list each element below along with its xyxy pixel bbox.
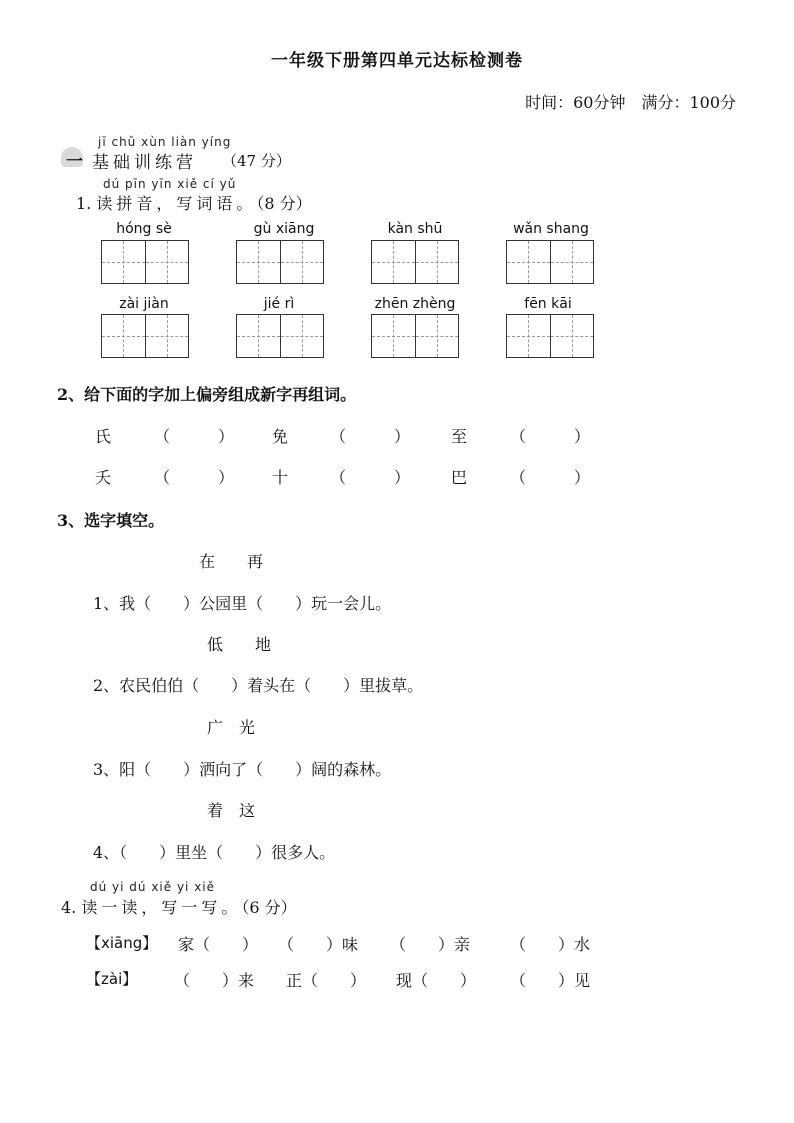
writing-grid[interactable]	[236, 314, 324, 358]
exam-time-score: 时间：60分钟 满分：100分	[525, 93, 736, 112]
q2-answer-blank[interactable]: （ ）	[510, 427, 591, 446]
q2-char: 至	[451, 427, 468, 446]
q4-blank[interactable]: （ ）味	[278, 935, 359, 954]
page-title: 一年级下册第四单元达标检测卷	[271, 51, 523, 71]
writing-grid[interactable]	[371, 240, 459, 284]
q1-item-pinyin: fēn kāi	[524, 296, 572, 312]
q3-options: 广 光	[207, 718, 256, 737]
q4-number: 4.	[61, 898, 77, 917]
q4-score: （6 分）	[241, 898, 297, 917]
section-pinyin: jī chǔ xùn liàn yíng	[98, 135, 232, 149]
q2-char: 夭	[95, 468, 112, 487]
section-badge-number: 一	[66, 152, 83, 172]
q4-pinyin-label: 【xiāng】	[86, 934, 158, 952]
q3-sentence[interactable]: 2、农民伯伯（ ）着头在（ ）里拔草。	[93, 676, 424, 695]
section-score: （47 分）	[222, 152, 291, 170]
writing-grid[interactable]	[101, 240, 189, 284]
writing-grid[interactable]	[101, 314, 189, 358]
q3-heading: 3、选字填空。	[57, 511, 165, 530]
q4-blank[interactable]: 家（ ）	[178, 935, 259, 954]
q1-item-pinyin: zhēn zhèng	[374, 296, 456, 312]
q1-item-pinyin: kàn shū	[387, 221, 443, 237]
writing-grid[interactable]	[506, 314, 594, 358]
q1-prompt	[76, 191, 312, 214]
q4-blank[interactable]: （ ）亲	[390, 935, 471, 954]
q3-options: 着 这	[207, 801, 256, 820]
q1-item-pinyin: jié rì	[263, 296, 295, 312]
q3-sentence[interactable]: 4、（ ）里坐（ ）很多人。	[93, 843, 336, 862]
q3-sentence[interactable]: 3、阳（ ）洒向了（ ）阔的森林。	[93, 760, 392, 779]
q1-number: 1.	[76, 194, 92, 213]
writing-grid[interactable]	[371, 314, 459, 358]
q2-heading: 2、给下面的字加上偏旁组成新字再组词。	[57, 385, 357, 404]
q4-text: 读一读，写一写。	[81, 898, 242, 917]
q2-answer-blank[interactable]: （ ）	[330, 468, 411, 487]
q4-blank[interactable]: 正（ ）	[286, 971, 367, 990]
q4-pinyin-label: 【zài】	[86, 970, 138, 988]
q4-blank[interactable]: （ ）水	[510, 935, 591, 954]
q2-answer-blank[interactable]: （ ）	[154, 468, 235, 487]
q4-pinyin: dú yi dú xiě yi xiě	[90, 880, 216, 894]
q1-item-pinyin: hóng sè	[116, 221, 172, 237]
q1-item-pinyin: wǎn shang	[513, 221, 589, 237]
writing-grid[interactable]	[506, 240, 594, 284]
q1-item-pinyin: zài jiàn	[119, 296, 169, 312]
section-title: 基础训练营	[92, 153, 197, 173]
q2-answer-blank[interactable]: （ ）	[510, 468, 591, 487]
q2-char: 巴	[451, 468, 468, 487]
q2-answer-blank[interactable]: （ ）	[330, 427, 411, 446]
q1-score: （8 分）	[256, 194, 312, 213]
q4-blank[interactable]: （ ）见	[510, 971, 591, 990]
q2-char: 氏	[95, 427, 112, 446]
q2-char: 十	[272, 468, 289, 487]
q2-char: 免	[272, 427, 289, 446]
q4-prompt	[61, 895, 297, 918]
q3-options: 在 再	[199, 552, 264, 571]
q1-text: 读拼音，写词语。	[96, 194, 257, 213]
q4-blank[interactable]: 现（ ）	[396, 971, 477, 990]
q3-options: 低 地	[207, 635, 272, 654]
q3-sentence[interactable]: 1、我（ ）公园里（ ）玩一会儿。	[93, 594, 392, 613]
writing-grid[interactable]	[236, 240, 324, 284]
q1-pinyin: dú pīn yīn xiě cí yǔ	[103, 177, 237, 191]
q4-blank[interactable]: （ ）来	[174, 971, 255, 990]
q2-answer-blank[interactable]: （ ）	[154, 427, 235, 446]
q1-item-pinyin: gù xiāng	[253, 221, 315, 237]
